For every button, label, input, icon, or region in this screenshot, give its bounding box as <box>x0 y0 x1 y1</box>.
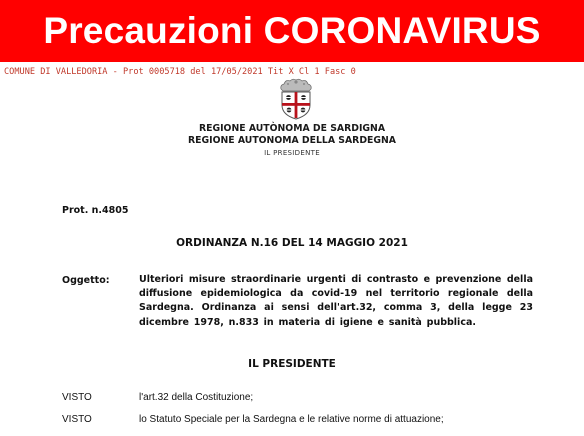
office-label: IL PRESIDENTE <box>264 149 320 157</box>
sardinia-coat-of-arms-icon <box>276 78 316 120</box>
section-heading: IL PRESIDENTE <box>248 358 336 370</box>
region-name-italian: REGIONE AUTONOMA DELLA SARDEGNA <box>187 135 396 146</box>
banner-title: Precauzioni CORONAVIRUS <box>43 10 541 51</box>
subject-text: Ulteriori misure straordinarie urgenti di contrasto e prevenzione della diffusione epidemiologica da covid-19 nel territorio regionale della Sardegna. Ordinanza ai sensi dell'art.32, comma 3, della legge 23 dicembre 1978, n.833 in materia di igiene e sanità pubblica. <box>139 274 533 328</box>
subject-label: Oggetto: <box>62 275 110 286</box>
recital-text: lo Statuto Speciale per la Sardegna e le relative norme di attuazione; <box>139 414 444 425</box>
recital-label: VISTO <box>62 414 92 425</box>
region-name-sardinian: REGIONE AUTÒNOMA DE SARDIGNA <box>198 123 386 134</box>
header-banner <box>0 0 584 62</box>
protocol-number: Prot. n.4805 <box>62 205 129 216</box>
recital-label: VISTO <box>62 392 92 403</box>
recital-text: l'art.32 della Costituzione; <box>139 392 254 403</box>
ordinance-title: ORDINANZA N.16 DEL 14 MAGGIO 2021 <box>176 237 408 249</box>
protocol-stamp: COMUNE DI VALLEDORIA - Prot 0005718 del 17/05/2021 Tit X Cl 1 Fasc 0 <box>4 67 356 77</box>
